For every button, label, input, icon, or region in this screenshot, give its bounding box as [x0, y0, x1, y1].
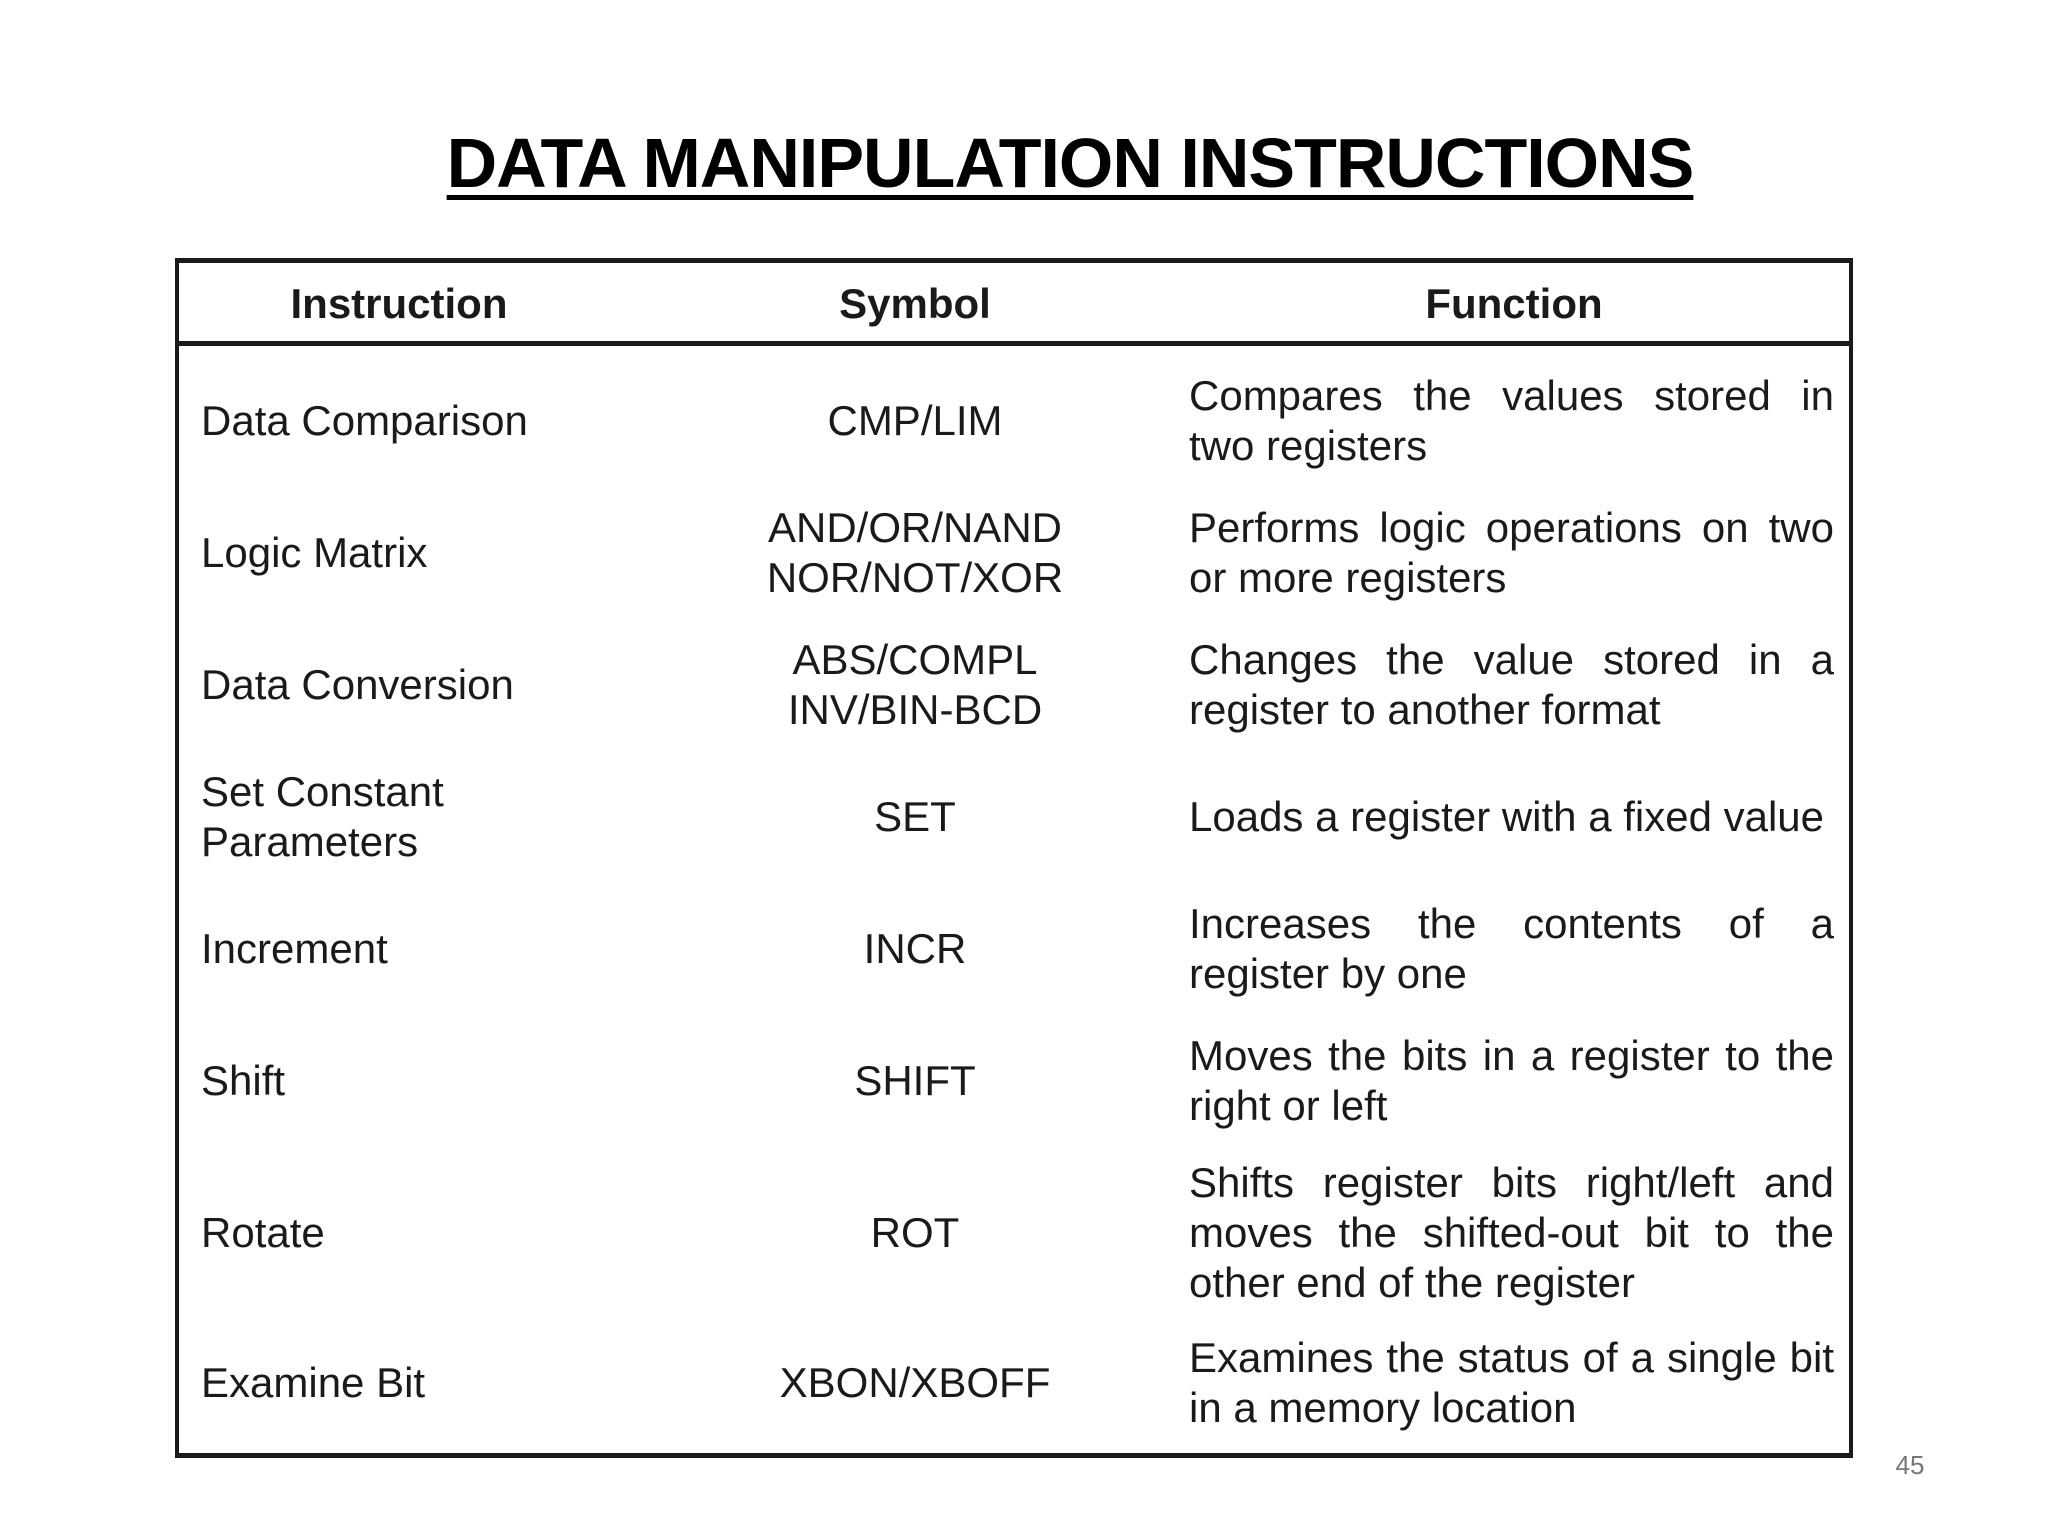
cell-symbol: INCR — [863, 925, 967, 972]
cell-function: Moves the bits in a register to the right or left — [1189, 1032, 1834, 1129]
slide-title-text: DATA MANIPULATION INSTRUCTIONS — [446, 124, 1694, 202]
table-row — [179, 361, 1849, 481]
header-symbol: Symbol — [839, 280, 991, 327]
cell-symbol: XBON/XBOFF — [779, 1359, 1051, 1406]
cell-instruction: Increment — [201, 925, 388, 972]
table-row — [179, 889, 1849, 1009]
cell-symbol: ROT — [870, 1209, 960, 1256]
cell-instruction: Logic Matrix — [201, 529, 428, 576]
cell-instruction: Rotate — [201, 1209, 325, 1256]
cell-function: Increases the contents of a register by one — [1189, 900, 1834, 997]
cell-instruction: Set Constant Parameters — [201, 768, 444, 865]
table-row — [179, 1323, 1849, 1443]
page-number: 45 — [1895, 1450, 1925, 1480]
cell-function: Changes the value stored in a register to another format — [1189, 636, 1834, 733]
cell-function: Compares the values stored in two registers — [1189, 372, 1834, 469]
cell-function: Examines the status of a single bit in a memory location — [1189, 1334, 1834, 1431]
cell-symbol: SET — [874, 793, 956, 840]
slide-title — [0, 118, 2048, 208]
table-header-row — [179, 263, 1849, 346]
cell-instruction: Examine Bit — [201, 1359, 426, 1406]
cell-symbol: CMP/LIM — [827, 397, 1003, 444]
cell-symbol: SHIFT — [854, 1057, 976, 1104]
cell-instruction: Data Conversion — [201, 661, 514, 708]
cell-symbol: ABS/COMPL INV/BIN-BCD — [787, 636, 1043, 733]
table-row — [179, 625, 1849, 745]
table-row — [179, 757, 1849, 877]
cell-function: Performs logic operations on two or more registers — [1189, 504, 1834, 601]
cell-symbol: AND/OR/NAND NOR/NOT/XOR — [766, 504, 1064, 601]
header-instruction: Instruction — [290, 280, 508, 327]
table-row — [179, 1153, 1849, 1313]
cell-function: Loads a register with a fixed value — [1189, 793, 1825, 840]
cell-instruction: Shift — [201, 1057, 286, 1104]
table-row — [179, 493, 1849, 613]
header-function: Function — [1425, 280, 1603, 327]
instruction-table — [175, 258, 1853, 1458]
cell-instruction: Data Comparison — [201, 397, 528, 444]
table-row — [179, 1021, 1849, 1141]
cell-function: Shifts register bits right/left and moves the shifted-out bit to the other end of the register — [1189, 1159, 1834, 1306]
